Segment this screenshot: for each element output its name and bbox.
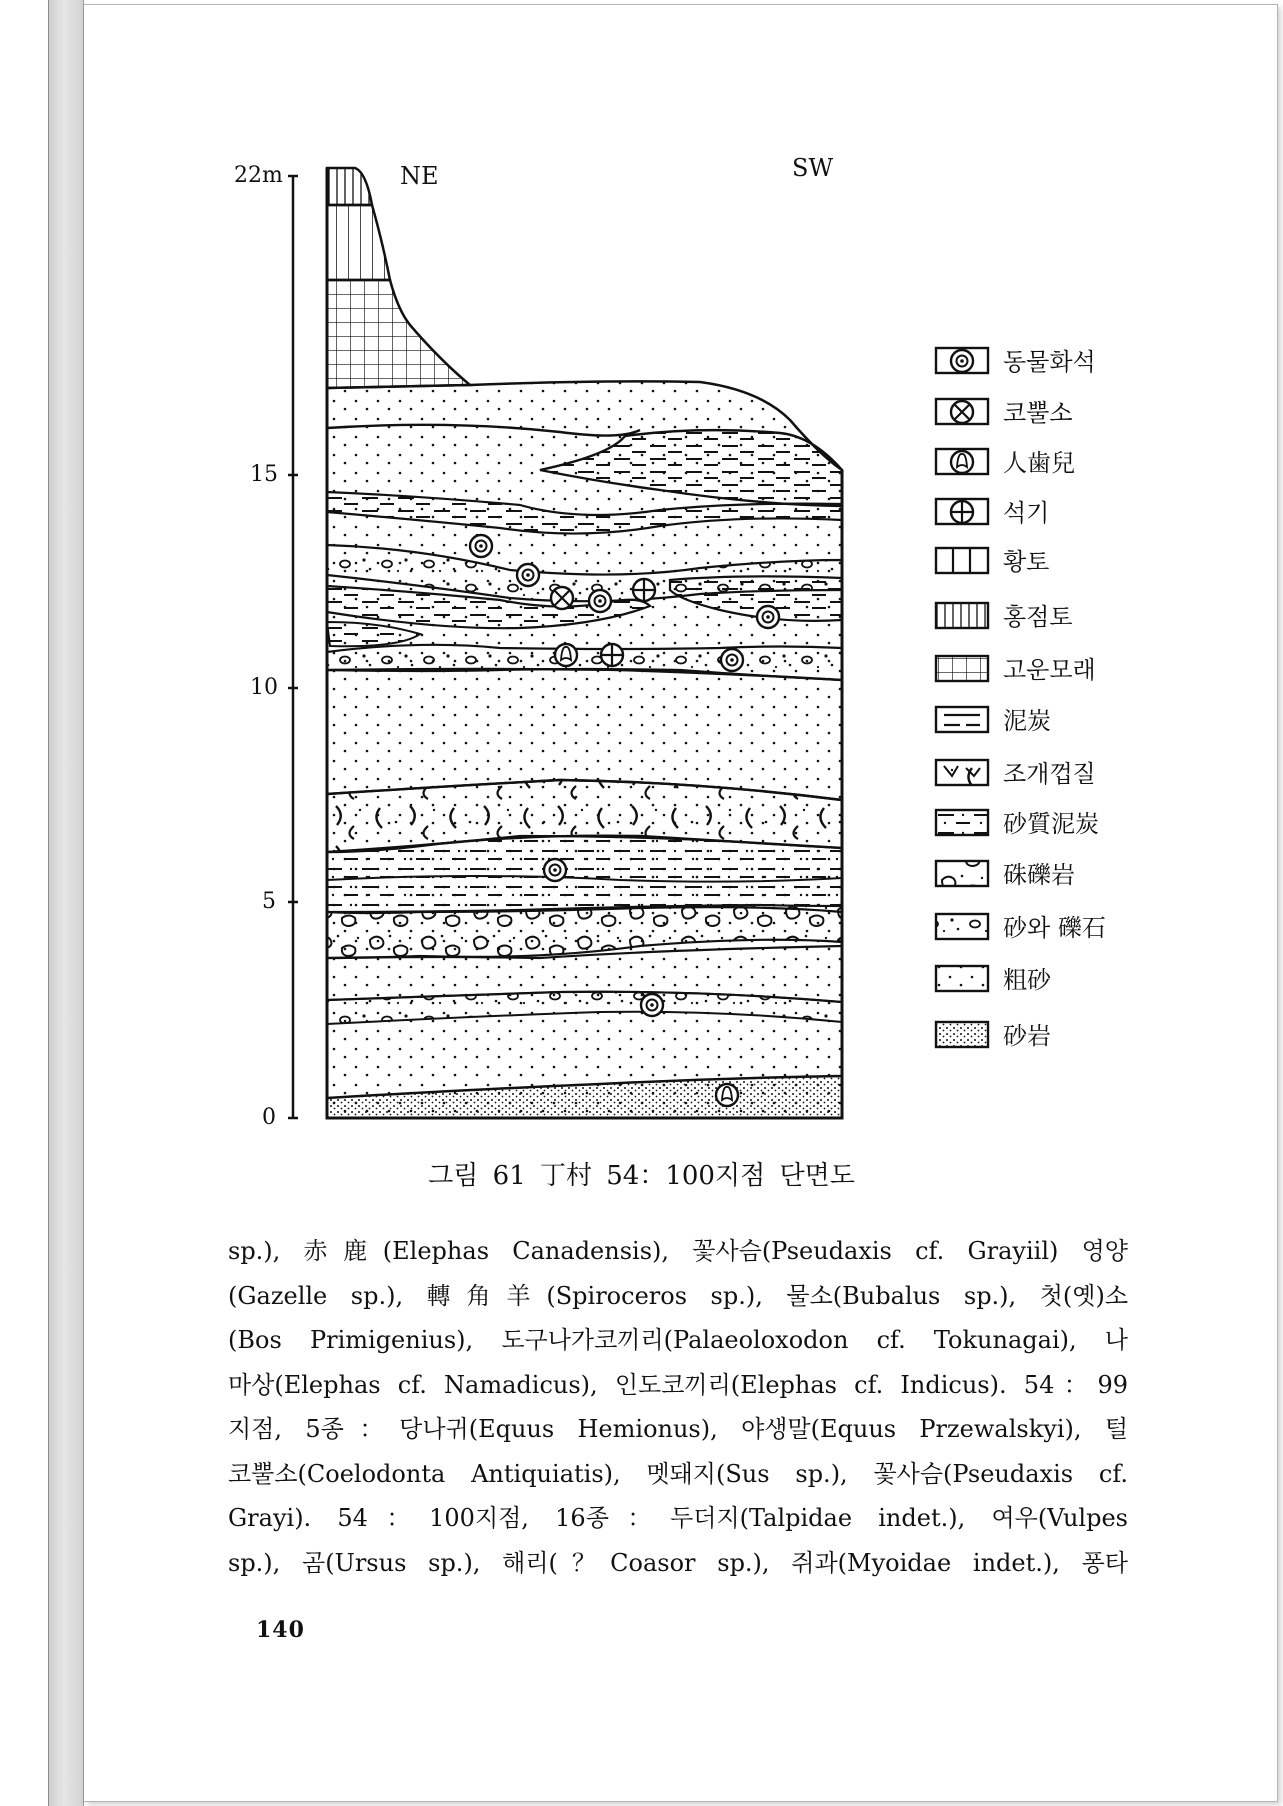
legend-swatch-rhino	[936, 399, 988, 424]
body-line: Grayi). 54：100지점, 16종：두더지(Talpidae indet.), 여우(Vulpes	[228, 1504, 1128, 1532]
legend-swatch-stone-tool	[936, 499, 988, 524]
body-paragraph	[228, 1229, 1128, 1585]
legend-label-sandy-peat: 砂質泥炭	[1003, 810, 1099, 838]
direction-label-ne: NE	[400, 162, 439, 190]
scale-label-0: 0	[262, 1105, 276, 1130]
legend-label-sandstone: 砂岩	[1003, 1022, 1051, 1050]
body-line: (Bos Primigenius), 도구나가코끼리(Palaeoloxodon cf. Tokunagai), 나	[228, 1326, 1128, 1354]
legend-swatch-fossil	[936, 348, 988, 373]
figure-caption: 그림 61 丁村 54：100지점 단면도	[428, 1161, 855, 1191]
depth-scale	[234, 163, 298, 1130]
page-number: 140	[256, 1617, 305, 1643]
legend-swatch-peat	[936, 707, 988, 732]
legend-label-breccia: 硃礫岩	[1003, 861, 1075, 889]
scale-label-22m: 22m	[234, 163, 283, 188]
scale-label-15: 15	[250, 462, 278, 487]
legend-label-coarse-sand: 粗砂	[1003, 966, 1051, 994]
legend-swatch-shell	[936, 760, 988, 785]
body-line: sp.), 赤鹿(Elephas Canadensis), 꽃사슴(Pseudaxis cf. Grayiil) 영양	[228, 1237, 1128, 1265]
legend-label-human-tooth: 人歯兒	[1003, 449, 1075, 477]
body-line: 코뿔소(Coelodonta Antiquiatis), 멧돼지(Sus sp.), 꽃사슴(Pseudaxis cf.	[228, 1459, 1128, 1488]
legend-label-fine-sand: 고운모래	[1003, 656, 1096, 684]
direction-label-sw: SW	[792, 154, 834, 182]
legend-label-loess: 황토	[1003, 548, 1050, 576]
legend-swatch-loess	[936, 548, 988, 573]
legend-swatch-coarse-sand	[936, 966, 988, 991]
section-column	[327, 168, 842, 1118]
legend-label-red-clay: 홍점토	[1003, 603, 1073, 631]
legend-label-sand-gravel: 砂와 礫石	[1003, 914, 1106, 942]
legend-swatch-sandstone	[936, 1022, 988, 1047]
legend-swatch-sandy-peat	[936, 810, 988, 835]
legend-label-peat: 泥炭	[1003, 707, 1051, 735]
legend-swatch-sand-gravel	[936, 914, 988, 939]
legend-swatch-breccia	[936, 861, 988, 886]
body-line: sp.), 곰(Ursus sp.), 해리(？Coasor sp.), 쥐과(Myoidae indet.), 퐁타	[228, 1548, 1128, 1577]
body-line: 지점, 5종：당나귀(Equus Hemionus), 야생말(Equus Przewalskyi), 털	[228, 1415, 1128, 1443]
body-line: (Gazelle sp.), 轉角羊(Spiroceros sp.), 물소(Bubalus sp.), 첫(옛)소	[228, 1281, 1128, 1310]
legend-swatch-fine-sand	[936, 656, 988, 681]
body-line: 마상(Elephas cf. Namadicus), 인도코끼리(Elephas cf. Indicus). 54：99	[228, 1370, 1128, 1399]
legend-label-rhino: 코뿔소	[1003, 399, 1073, 427]
legend-swatch-human-tooth	[936, 449, 988, 474]
legend-label-stone-tool: 석기	[1003, 499, 1050, 527]
legend-label-shell: 조개껍질	[1003, 760, 1096, 788]
scale-label-10: 10	[250, 675, 278, 700]
legend-swatch-red-clay	[936, 603, 988, 628]
legend	[936, 348, 1106, 1050]
legend-label-fossil: 동물화석	[1003, 348, 1096, 376]
scale-label-5: 5	[262, 889, 276, 914]
